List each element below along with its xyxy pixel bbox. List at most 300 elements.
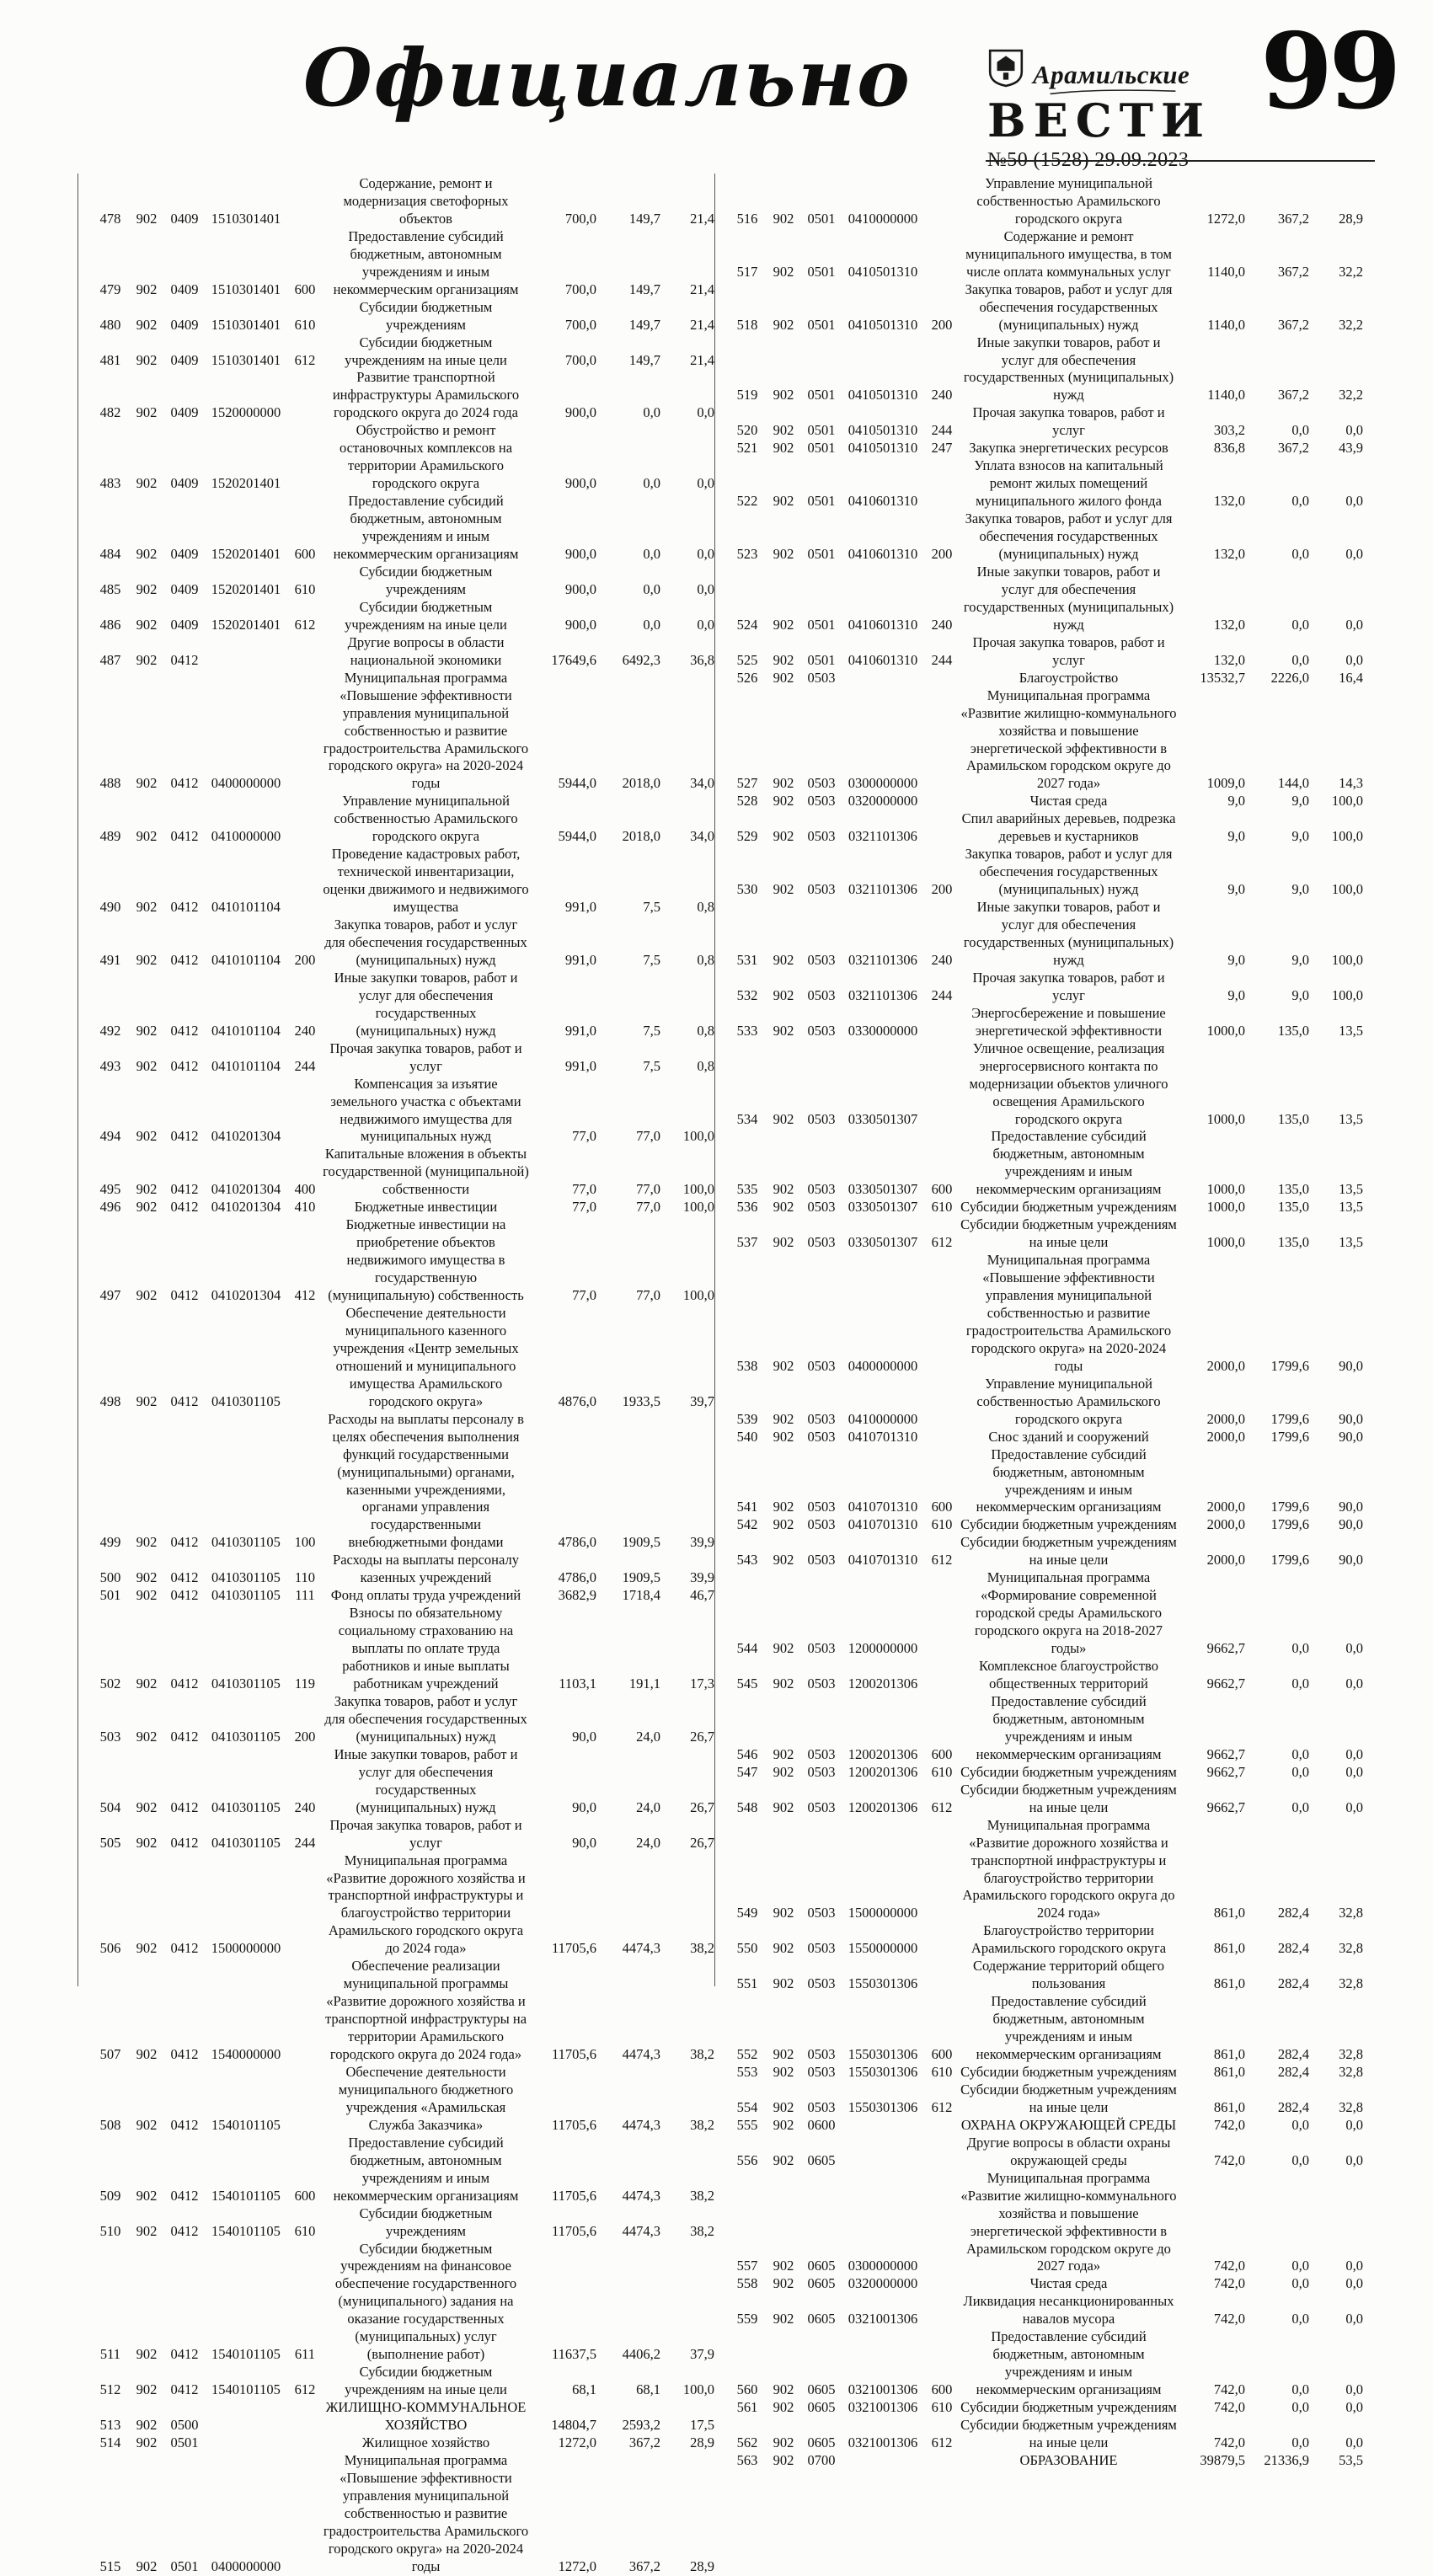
value-1: 11705,6 <box>551 2222 596 2239</box>
expense-name: Предоставление субсидий бюджетным, автономным учреждениям и иным некоммерческим организациям <box>976 1993 1162 2063</box>
expense-name: Развитие транспортной инфраструктуры Арамильского городского округа до 2024 года <box>332 369 520 421</box>
expense-name: Содержание, ремонт и модернизация светофорных объектов <box>343 175 509 227</box>
grbs-code: 902 <box>136 1128 158 1145</box>
value-percent: 17,3 <box>690 1675 714 1692</box>
row-number: 490 <box>99 899 121 916</box>
grbs-code: 902 <box>136 1798 158 1815</box>
grbs-code: 902 <box>773 2451 794 2468</box>
target-article-code: 0410000000 <box>211 828 281 845</box>
expense-type-code <box>287 793 323 846</box>
value-2: 367,2 <box>1277 440 1309 457</box>
budget-table-row <box>92 1146 714 1199</box>
row-number: 549 <box>736 1905 758 1921</box>
value-1: 1272,0 <box>558 2557 596 2574</box>
budget-table-row <box>92 2399 714 2434</box>
section-code: 0605 <box>807 2311 836 2327</box>
budget-table-row <box>729 2064 1363 2082</box>
row-number: 529 <box>736 828 758 845</box>
row-number: 534 <box>736 1110 758 1127</box>
expense-name: Обеспечение деятельности муниципального казенного учреждения «Центр земельных отношений и муниципального имущества Арамильского городского округа» <box>333 1305 519 1409</box>
value-percent: 0,0 <box>1345 2258 1363 2274</box>
row-number: 533 <box>736 1022 758 1039</box>
expense-name: ОХРАНА ОКРУЖАЮЩЕЙ СРЕДЫ <box>960 2116 1177 2133</box>
value-percent: 39,9 <box>690 1569 714 1586</box>
expense-name: Фонд оплаты труда учреждений <box>330 1587 521 1604</box>
target-article-code: 1540101105 <box>211 2222 281 2239</box>
value-1: 742,0 <box>1213 2434 1245 2450</box>
value-1: 14804,7 <box>551 2417 596 2434</box>
value-percent: 17,5 <box>690 2417 714 2434</box>
target-article-code: 1510301401 <box>211 351 281 368</box>
section-code: 0503 <box>807 1745 836 1762</box>
target-article-code: 1200201306 <box>848 1763 918 1780</box>
value-percent: 21,4 <box>690 281 714 297</box>
expense-type-code: 610 <box>294 316 316 333</box>
target-article-code: 1550301306 <box>848 1975 918 1992</box>
budget-table-row <box>729 2452 1363 2470</box>
row-number: 524 <box>736 616 758 633</box>
value-percent: 13,5 <box>1339 1199 1363 1216</box>
value-percent: 38,2 <box>690 2046 714 2063</box>
section-code: 0412 <box>170 651 199 668</box>
value-1: 900,0 <box>564 404 596 421</box>
grbs-code: 902 <box>136 2557 158 2574</box>
row-number: 552 <box>736 2046 758 2063</box>
expense-name: Энергосбережение и повышение энергетической эффективности <box>971 1004 1166 1039</box>
budget-table-row <box>729 846 1363 899</box>
value-1: 861,0 <box>1213 1975 1245 1992</box>
value-2: 0,0 <box>643 580 660 597</box>
value-1: 1272,0 <box>1206 210 1245 227</box>
row-number: 544 <box>736 1640 758 1657</box>
row-number: 546 <box>736 1745 758 1762</box>
grbs-code: 902 <box>773 2434 794 2450</box>
grbs-code: 902 <box>773 1552 794 1569</box>
expense-type-code <box>287 670 323 794</box>
grbs-code: 902 <box>773 493 794 510</box>
value-2: 1933,5 <box>622 1392 660 1409</box>
grbs-code: 902 <box>773 387 794 404</box>
section-code: 0412 <box>170 1287 199 1304</box>
expense-name: Компенсация за изъятие земельного участка с объектами недвижимого имущества для муниципальных нужд <box>330 1075 521 1145</box>
grbs-code: 902 <box>773 1763 794 1780</box>
budget-table-row <box>729 281 1363 334</box>
value-percent: 32,8 <box>1339 2046 1363 2063</box>
value-2: 2018,0 <box>622 775 660 792</box>
budget-table-row <box>92 1411 714 1553</box>
target-article-code: 0410601310 <box>848 616 918 633</box>
value-1: 4876,0 <box>558 1392 596 1409</box>
budget-table-row <box>729 1693 1363 1764</box>
row-number: 558 <box>736 2275 758 2292</box>
row-number: 495 <box>99 1181 121 1198</box>
value-percent: 26,7 <box>690 1834 714 1851</box>
section-code: 0503 <box>807 828 836 845</box>
expense-type-code: 200 <box>294 1728 316 1745</box>
section-code: 0503 <box>807 1410 836 1427</box>
value-percent: 0,0 <box>1345 546 1363 563</box>
target-article-code: 1510301401 <box>211 210 281 227</box>
value-1: 1000,0 <box>1206 1110 1245 1127</box>
row-number: 563 <box>736 2451 758 2468</box>
expense-name: Снос зданий и сооружений <box>988 1428 1149 1445</box>
target-article-code: 0410201304 <box>211 1128 281 1145</box>
grbs-code: 902 <box>773 1675 794 1692</box>
expense-name: Субсидии бюджетным учреждениям <box>359 2205 493 2239</box>
expense-name: Муниципальная программа «Повышение эффективности управления муниципальной собственностью и развитие градостроительства Арамильского городского округа» на 2020-2024 годы <box>323 669 529 792</box>
value-1: 742,0 <box>1213 2116 1245 2133</box>
value-percent: 0,0 <box>1345 2116 1363 2133</box>
value-percent: 0,0 <box>1345 2275 1363 2292</box>
expense-name: Закупка товаров, работ и услуг для обеспечения государственных (муниципальных) нужд <box>324 917 527 968</box>
budget-table-row <box>729 457 1363 510</box>
value-2: 9,0 <box>1291 828 1309 845</box>
grbs-code: 902 <box>136 1940 158 1957</box>
value-1: 742,0 <box>1213 2399 1245 2416</box>
expense-name: Предоставление субсидий бюджетным, автономным учреждениям и иным некоммерческим организациям <box>976 1128 1162 1198</box>
expense-type-code <box>287 2399 323 2434</box>
target-article-code: 0321001306 <box>848 2399 918 2416</box>
grbs-code: 902 <box>136 2434 158 2450</box>
target-article-code: 0400000000 <box>211 2557 281 2574</box>
grbs-code: 902 <box>773 1234 794 1251</box>
target-article-code: 1550301306 <box>848 2098 918 2115</box>
expense-type-code <box>924 2452 960 2470</box>
value-percent: 0,0 <box>1345 2151 1363 2168</box>
section-code: 0412 <box>170 2346 199 2363</box>
grbs-code: 902 <box>773 881 794 898</box>
expense-name: Содержание территорий общего пользования <box>972 1958 1164 1992</box>
value-2: 144,0 <box>1277 775 1309 792</box>
grbs-code: 902 <box>773 2116 794 2133</box>
value-percent: 0,0 <box>1345 1640 1363 1657</box>
value-2: 149,7 <box>628 281 660 297</box>
target-article-code: 0320000000 <box>848 793 918 810</box>
row-number: 551 <box>736 1975 758 1992</box>
target-article-code: 0330501307 <box>848 1110 918 1127</box>
expense-type-code: 244 <box>294 1057 316 1074</box>
value-percent: 36,8 <box>690 651 714 668</box>
expense-type-code <box>287 1305 323 1411</box>
value-percent: 28,9 <box>690 2434 714 2450</box>
value-percent: 0,0 <box>697 404 714 421</box>
content-columns <box>78 174 1365 2574</box>
value-1: 5944,0 <box>558 775 596 792</box>
value-percent: 38,2 <box>690 1940 714 1957</box>
value-2: 1799,6 <box>1270 1499 1309 1515</box>
row-number: 497 <box>99 1287 121 1304</box>
value-2: 282,4 <box>1277 1905 1309 1921</box>
expense-type-code <box>287 2434 323 2452</box>
row-number: 542 <box>736 1516 758 1533</box>
value-1: 700,0 <box>564 281 596 297</box>
row-number: 517 <box>736 263 758 280</box>
row-number: 555 <box>736 2116 758 2133</box>
target-article-code: 0410301105 <box>211 1569 281 1586</box>
grbs-code: 902 <box>773 986 794 1003</box>
section-code: 0503 <box>807 1763 836 1780</box>
value-1: 991,0 <box>564 951 596 968</box>
target-article-code: 1550301306 <box>848 2046 918 2063</box>
grbs-code: 902 <box>773 1516 794 1533</box>
expense-type-code: 119 <box>294 1675 316 1692</box>
section-code: 0501 <box>807 210 836 227</box>
value-1: 2000,0 <box>1206 1410 1245 1427</box>
budget-table-row <box>729 1534 1363 1569</box>
target-article-code: 0410601310 <box>848 493 918 510</box>
expense-type-code <box>287 1958 323 2064</box>
target-article-code <box>842 2135 924 2170</box>
budget-table-row <box>92 1605 714 1693</box>
value-2: 4474,3 <box>622 2116 660 2133</box>
row-number: 505 <box>99 1834 121 1851</box>
expense-type-code: 600 <box>931 1499 953 1515</box>
grbs-code: 902 <box>136 316 158 333</box>
value-2: 1799,6 <box>1270 1516 1309 1533</box>
value-1: 17649,6 <box>551 651 596 668</box>
expense-name: Субсидии бюджетным учреждениям на финансовое обеспечение государственного (муниципального) задания на оказание государственных (муниципальных) услуг (выполнение работ) <box>334 2240 517 2363</box>
value-1: 9662,7 <box>1206 1763 1245 1780</box>
budget-table-row <box>729 1040 1363 1129</box>
value-2: 7,5 <box>643 1022 660 1039</box>
budget-table-row <box>92 1216 714 1305</box>
row-number: 491 <box>99 951 121 968</box>
value-2: 149,7 <box>628 351 660 368</box>
expense-name: Субсидии бюджетным учреждениям на иные цели <box>960 1216 1177 1251</box>
expense-name: Управление муниципальной собственностью Арамильского городского округа <box>976 1375 1161 1427</box>
expense-type-code: 612 <box>294 616 316 633</box>
value-2: 367,2 <box>1277 387 1309 404</box>
value-percent: 26,7 <box>690 1798 714 1815</box>
expense-type-code <box>287 422 323 493</box>
target-article-code <box>205 2434 287 2452</box>
grbs-code: 902 <box>136 546 158 563</box>
value-2: 0,0 <box>1291 2258 1309 2274</box>
expense-name: Субсидии бюджетным учреждениям <box>960 1199 1177 1216</box>
section-code: 0409 <box>170 616 199 633</box>
row-number: 548 <box>736 1798 758 1815</box>
target-article-code: 0410701310 <box>848 1516 918 1533</box>
expense-name: Субсидии бюджетным учреждениям на иные цели <box>960 2081 1177 2115</box>
value-1: 900,0 <box>564 616 596 633</box>
value-2: 0,0 <box>1291 1640 1309 1657</box>
section-code: 0600 <box>807 2116 836 2133</box>
value-1: 9,0 <box>1227 828 1245 845</box>
value-percent: 100,0 <box>1331 881 1363 898</box>
newspaper-logo <box>987 49 1257 172</box>
section-code: 0412 <box>170 1199 199 1216</box>
expense-name: Ликвидация несанкционированных навалов мусора <box>963 2293 1174 2327</box>
value-percent: 0,0 <box>1345 2381 1363 2398</box>
row-number: 550 <box>736 1940 758 1957</box>
target-article-code: 1550301306 <box>848 2063 918 2080</box>
expense-type-code: 244 <box>931 651 953 668</box>
row-number: 531 <box>736 951 758 968</box>
value-2: 9,0 <box>1291 986 1309 1003</box>
value-percent: 39,9 <box>690 1534 714 1551</box>
value-2: 9,0 <box>1291 951 1309 968</box>
grbs-code: 902 <box>773 1798 794 1815</box>
value-2: 135,0 <box>1277 1110 1309 1127</box>
expense-name: Иные закупки товаров, работ и услуг для обеспечения государственных (муниципальных) нужд <box>963 563 1174 633</box>
section-code: 0503 <box>807 1234 836 1251</box>
value-1: 77,0 <box>572 1287 596 1304</box>
section-code: 0503 <box>807 1905 836 1921</box>
grbs-code: 902 <box>773 1975 794 1992</box>
value-1: 39879,5 <box>1200 2451 1245 2468</box>
expense-type-code: 612 <box>294 2381 316 2398</box>
value-percent: 46,7 <box>690 1587 714 1604</box>
value-percent: 100,0 <box>682 2381 714 2398</box>
section-code: 0503 <box>807 881 836 898</box>
target-article-code: 0410000000 <box>848 210 918 227</box>
grbs-code: 902 <box>773 651 794 668</box>
target-article-code: 0410301105 <box>211 1728 281 1745</box>
target-article-code: 1540000000 <box>211 2046 281 2063</box>
section-code: 0503 <box>807 1499 836 1515</box>
expense-type-code <box>287 846 323 917</box>
value-1: 9662,7 <box>1206 1675 1245 1692</box>
expense-name: Предоставление субсидий бюджетным, автономным учреждениям и иным некоммерческим организациям <box>333 493 519 563</box>
budget-table-row <box>729 2275 1363 2293</box>
row-number: 509 <box>99 2187 121 2204</box>
row-number: 494 <box>99 1128 121 1145</box>
target-article-code: 0330000000 <box>848 1022 918 1039</box>
target-article-code: 0410301105 <box>211 1587 281 1604</box>
expense-type-code: 240 <box>931 387 953 404</box>
value-2: 367,2 <box>628 2434 660 2450</box>
budget-table-row <box>729 1128 1363 1199</box>
target-article-code: 0410601310 <box>848 651 918 668</box>
section-code: 0503 <box>807 1516 836 1533</box>
expense-name: Расходы на выплаты персоналу казенных учреждений <box>333 1552 519 1586</box>
row-number: 514 <box>99 2434 121 2450</box>
expense-type-code <box>924 1958 960 1993</box>
expense-type-code: 610 <box>931 1763 953 1780</box>
value-1: 9,0 <box>1227 986 1245 1003</box>
expense-type-code <box>287 2452 323 2576</box>
budget-table-row <box>729 1817 1363 1923</box>
budget-table-row <box>729 1958 1363 1993</box>
section-code: 0503 <box>807 1975 836 1992</box>
row-number: 561 <box>736 2399 758 2416</box>
budget-table-row <box>729 2170 1363 2276</box>
value-1: 742,0 <box>1213 2258 1245 2274</box>
expense-type-code: 600 <box>294 281 316 297</box>
section-code: 0503 <box>807 1940 836 1957</box>
target-article-code: 0410201304 <box>211 1199 281 1216</box>
expense-type-code <box>924 175 960 228</box>
value-percent: 43,9 <box>1339 440 1363 457</box>
target-article-code: 0321001306 <box>848 2381 918 2398</box>
expense-type-code <box>924 1429 960 1446</box>
section-code: 0605 <box>807 2399 836 2416</box>
value-2: 282,4 <box>1277 2063 1309 2080</box>
grbs-code: 902 <box>136 651 158 668</box>
budget-table-row <box>92 634 714 670</box>
target-article-code: 0410301105 <box>211 1798 281 1815</box>
expense-type-code: 612 <box>294 351 316 368</box>
value-2: 77,0 <box>636 1199 660 1216</box>
row-number: 512 <box>99 2381 121 2398</box>
budget-table-row <box>92 2364 714 2399</box>
row-number: 523 <box>736 546 758 563</box>
expense-type-code: 240 <box>294 1798 316 1815</box>
section-code: 0503 <box>807 1022 836 1039</box>
grbs-code: 902 <box>773 669 794 686</box>
budget-table-right <box>729 175 1363 2470</box>
value-2: 21336,9 <box>1264 2451 1309 2468</box>
target-article-code: 1550000000 <box>848 1940 918 1957</box>
expense-name: Муниципальная программа «Развитие жилищно-коммунального хозяйства и повышение энергетической эффективности в Арамильском городском округе до 2027 года» <box>960 2169 1177 2274</box>
section-code: 0501 <box>807 546 836 563</box>
grbs-code: 902 <box>773 422 794 439</box>
row-number: 515 <box>99 2557 121 2574</box>
expense-type-code: 611 <box>294 2346 316 2363</box>
value-2: 0,0 <box>1291 651 1309 668</box>
expense-name: Прочая закупка товаров, работ и услуг <box>972 404 1165 439</box>
grbs-code: 902 <box>136 828 158 845</box>
brand-title: ВЕСТИ <box>987 94 1211 147</box>
expense-name: Обеспечение реализации муниципальной программы «Развитие дорожного хозяйства и транспортной инфраструктуры на территории Арамильского городского округа до 2024 года» <box>324 1958 527 2063</box>
grbs-code: 902 <box>136 1287 158 1304</box>
expense-type-code <box>924 1040 960 1129</box>
value-2: 0,0 <box>1291 2399 1309 2416</box>
expense-name: Другие вопросы в области охраны окружающей среды <box>966 2134 1171 2168</box>
row-number: 535 <box>736 1181 758 1198</box>
grbs-code: 902 <box>136 580 158 597</box>
value-percent: 37,9 <box>690 2346 714 2363</box>
expense-type-code: 600 <box>931 1745 953 1762</box>
row-number: 496 <box>99 1199 121 1216</box>
target-article-code <box>842 2117 924 2135</box>
row-number: 520 <box>736 422 758 439</box>
value-2: 7,5 <box>643 899 660 916</box>
expense-name: Закупка товаров, работ и услуг для обеспечения государственных (муниципальных) нужд <box>965 846 1173 898</box>
value-2: 2226,0 <box>1270 669 1309 686</box>
section-code: 0503 <box>807 1552 836 1569</box>
section-code: 0500 <box>170 2417 199 2434</box>
section-code: 0503 <box>807 1110 836 1127</box>
row-number: 541 <box>736 1499 758 1515</box>
budget-table-row <box>92 1040 714 1076</box>
budget-table-row <box>92 1852 714 1959</box>
row-number: 484 <box>99 546 121 563</box>
value-percent: 0,0 <box>1345 1763 1363 1780</box>
value-percent: 21,4 <box>690 351 714 368</box>
value-1: 1009,0 <box>1206 775 1245 792</box>
value-1: 9662,7 <box>1206 1798 1245 1815</box>
value-2: 1799,6 <box>1270 1552 1309 1569</box>
expense-type-code <box>924 457 960 510</box>
row-number: 507 <box>99 2046 121 2063</box>
value-percent: 0,0 <box>1345 422 1363 439</box>
grbs-code: 902 <box>773 210 794 227</box>
expense-type-code: 612 <box>931 1234 953 1251</box>
row-number: 487 <box>99 651 121 668</box>
expense-name: Прочая закупка товаров, работ и услуг <box>329 1039 522 1074</box>
expense-type-code <box>924 228 960 281</box>
value-2: 0,0 <box>643 404 660 421</box>
value-1: 1140,0 <box>1207 387 1245 404</box>
value-1: 742,0 <box>1213 2275 1245 2292</box>
target-article-code: 0410501310 <box>848 263 918 280</box>
section-code: 0501 <box>170 2557 199 2574</box>
target-article-code: 1200201306 <box>848 1675 918 1692</box>
grbs-code: 902 <box>773 2151 794 2168</box>
section-code: 0501 <box>807 422 836 439</box>
expense-type-code: 412 <box>294 1287 316 1304</box>
